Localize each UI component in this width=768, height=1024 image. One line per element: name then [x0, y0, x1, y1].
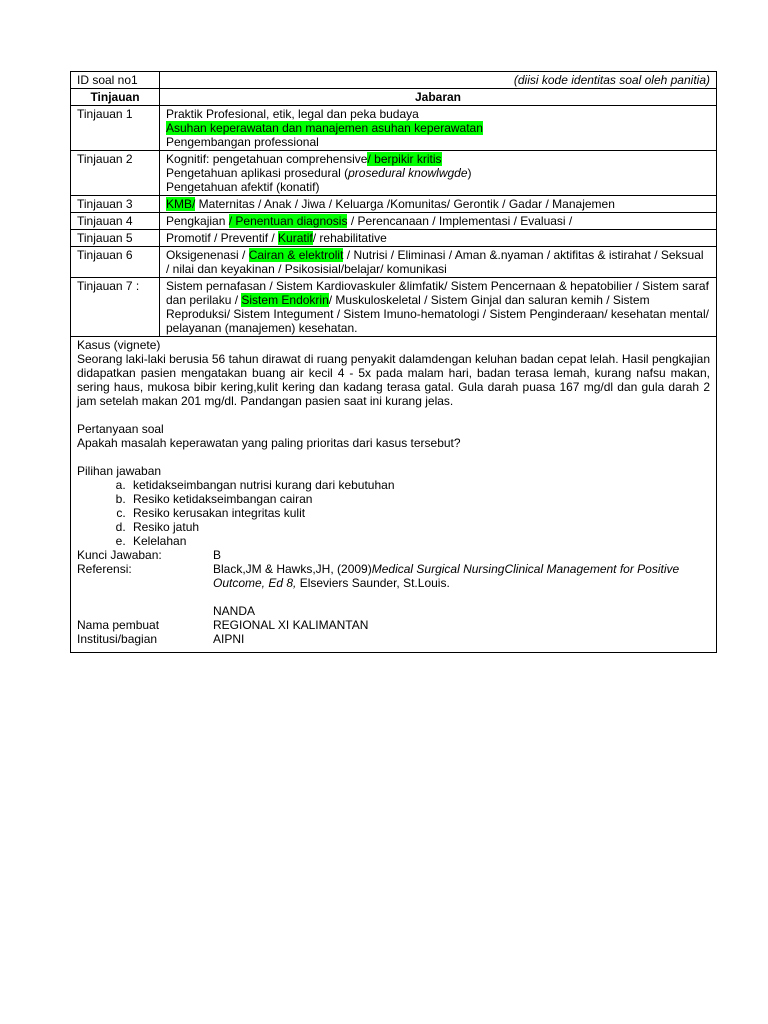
review-table	[70, 71, 717, 337]
kunci-label: Kunci Jawaban:	[77, 548, 162, 562]
review-row	[71, 213, 717, 230]
highlighted-text: Asuhan keperawatan dan manajemen asuhan keperawatan	[166, 121, 483, 135]
text-segment: Praktik Profesional, etik, legal dan peka budaya	[166, 107, 419, 121]
header-row	[71, 89, 717, 106]
description-line	[166, 231, 710, 245]
question-section	[70, 337, 717, 653]
highlighted-text: Cairan & elektrolit	[248, 248, 344, 262]
row-label: Tinjauan 2	[71, 151, 160, 196]
answer-option-a: a. ketidakseimbangan nutrisi kurang dari kebutuhan	[129, 478, 710, 492]
id-row	[71, 72, 717, 89]
description-line	[166, 214, 710, 228]
referensi-row	[77, 562, 710, 618]
row-label: Tinjauan 1	[71, 106, 160, 151]
text-segment: Sistem pernafasan / Sistem Kardiovaskuler &limfatik/ Sistem Pencernaan & hepatobilier / Sistem saraf dan perilaku /	[166, 279, 709, 307]
text-segment: / rehabilitative	[312, 231, 387, 245]
answer-option-d: d. Resiko jatuh	[129, 520, 710, 534]
row-description	[160, 151, 717, 196]
description-line	[166, 121, 710, 135]
referensi-authors: Black,JM & Hawks,JH, (2009)	[213, 562, 372, 576]
header-tinjauan: Tinjauan	[71, 89, 160, 106]
review-row	[71, 247, 717, 278]
text-segment: Kognitif: pengetahuan comprehensive	[166, 152, 368, 166]
answer-options	[77, 478, 710, 548]
description-line	[166, 248, 710, 276]
id-label: ID soal no1	[71, 72, 160, 89]
question-document	[70, 71, 717, 653]
text-segment: Oksigenenasi /	[166, 248, 249, 262]
row-label: Tinjauan 3	[71, 196, 160, 213]
review-row	[71, 151, 717, 196]
text-segment: Pengembangan professional	[166, 135, 319, 149]
text-segment: Pengkajian	[166, 214, 229, 228]
highlighted-text: / berpikir kritis	[367, 152, 442, 166]
review-row	[71, 106, 717, 151]
review-row	[71, 230, 717, 247]
text-segment: Maternitas / Anak / Jiwa / Keluarga /Komunitas/ Gerontik / Gadar / Manajemen	[195, 197, 615, 211]
answer-option-c: c. Resiko kerusakan integritas kulit	[129, 506, 710, 520]
institusi-label: Institusi/bagian	[77, 632, 158, 646]
answer-option-b: b. Resiko ketidakseimbangan cairan	[129, 492, 710, 506]
highlighted-text: Kuratif	[278, 231, 313, 245]
kunci-row	[77, 548, 710, 562]
highlighted-text: KMB/	[166, 197, 196, 211]
answer-option-e: e. Kelelahan	[129, 534, 710, 548]
referensi-value	[213, 562, 710, 618]
row-description	[160, 196, 717, 213]
text-segment: prosedural knowlwgde	[348, 166, 468, 180]
header-jabaran: Jabaran	[160, 89, 717, 106]
pertanyaan-text: Apakah masalah keperawatan yang paling prioritas dari kasus tersebut?	[77, 436, 461, 450]
text-segment: / Nutrisi / Eliminasi / Aman &.nyaman / aktifitas & istirahat / Seksual / nilai dan keyakinan / Psikosisial/belajar/ komunikasi	[166, 248, 704, 276]
highlighted-text: / Penentuan diagnosis	[228, 214, 348, 228]
referensi-publisher: Elseviers Saunder, St.Louis.	[296, 576, 450, 590]
row-label: Tinjauan 6	[71, 247, 160, 278]
review-row	[71, 196, 717, 213]
description-line	[166, 107, 710, 121]
referensi-label: Referensi:	[77, 562, 132, 576]
description-line	[166, 279, 710, 335]
row-description	[160, 230, 717, 247]
row-label: Tinjauan 5	[71, 230, 160, 247]
review-row	[71, 278, 717, 337]
kasus-title: Kasus (vignete)	[77, 338, 161, 352]
text-segment: / Muskuloskeletal / Sistem Ginjal dan saluran kemih / Sistem Reproduksi/ Sistem Integument / Sistem Imuno-hematologi / Sistem Penginderaan/ kesehatan mental/ pelayanan (manajemen) kesehatan.	[166, 293, 709, 335]
institusi-value: AIPNI	[213, 632, 245, 646]
row-description	[160, 213, 717, 230]
text-segment: Pengetahuan aplikasi prosedural (	[166, 166, 349, 180]
text-segment: Pengetahuan afektif (konatif)	[166, 180, 320, 194]
highlighted-text: Sistem Endokrin	[241, 293, 329, 307]
row-label: Tinjauan 4	[71, 213, 160, 230]
referensi-extra: NANDA	[213, 604, 256, 618]
pembuat-label: Nama pembuat	[77, 618, 160, 632]
id-note: (diisi kode identitas soal oleh panitia)	[160, 72, 717, 89]
pembuat-row	[77, 618, 710, 632]
description-line	[166, 180, 710, 194]
row-description	[160, 106, 717, 151]
pembuat-value: REGIONAL XI KALIMANTAN	[213, 618, 369, 632]
description-line	[166, 197, 710, 211]
row-description	[160, 247, 717, 278]
kasus-text: Seorang laki-laki berusia 56 tahun dirawat di ruang penyakit dalamdengan keluhan badan cepat lelah. Hasil pengkajian didapatkan pasien mengatakan buang air kecil 4 - 5x pada malam hari, badan terasa lemah, kurang nafsu makan, sering haus, mukosa bibir kering,kulit kering dan kadang terasa gatal. Gula darah puasa 167 mg/dl dan gula darah 2 jam setelah makan 201 mg/dl. Pandangan pasien saat ini kurang jelas.	[77, 352, 710, 408]
text-segment: / Perencanaan / Implementasi / Evaluasi /	[347, 214, 573, 228]
institusi-row	[77, 632, 710, 646]
referensi-book-title: Medical Surgical NursingClinical Management for Positive Outcome, Ed 8,	[213, 562, 680, 590]
text-segment: Promotif / Preventif /	[166, 231, 279, 245]
pertanyaan-title: Pertanyaan soal	[77, 422, 164, 436]
text-segment: )	[467, 166, 472, 180]
description-line	[166, 152, 710, 166]
kunci-value: B	[213, 548, 222, 562]
pilihan-title: Pilihan jawaban	[77, 464, 162, 478]
row-description	[160, 278, 717, 337]
row-label: Tinjauan 7 :	[71, 278, 160, 337]
description-line	[166, 166, 710, 180]
review-rows	[71, 106, 717, 337]
description-line	[166, 135, 710, 149]
